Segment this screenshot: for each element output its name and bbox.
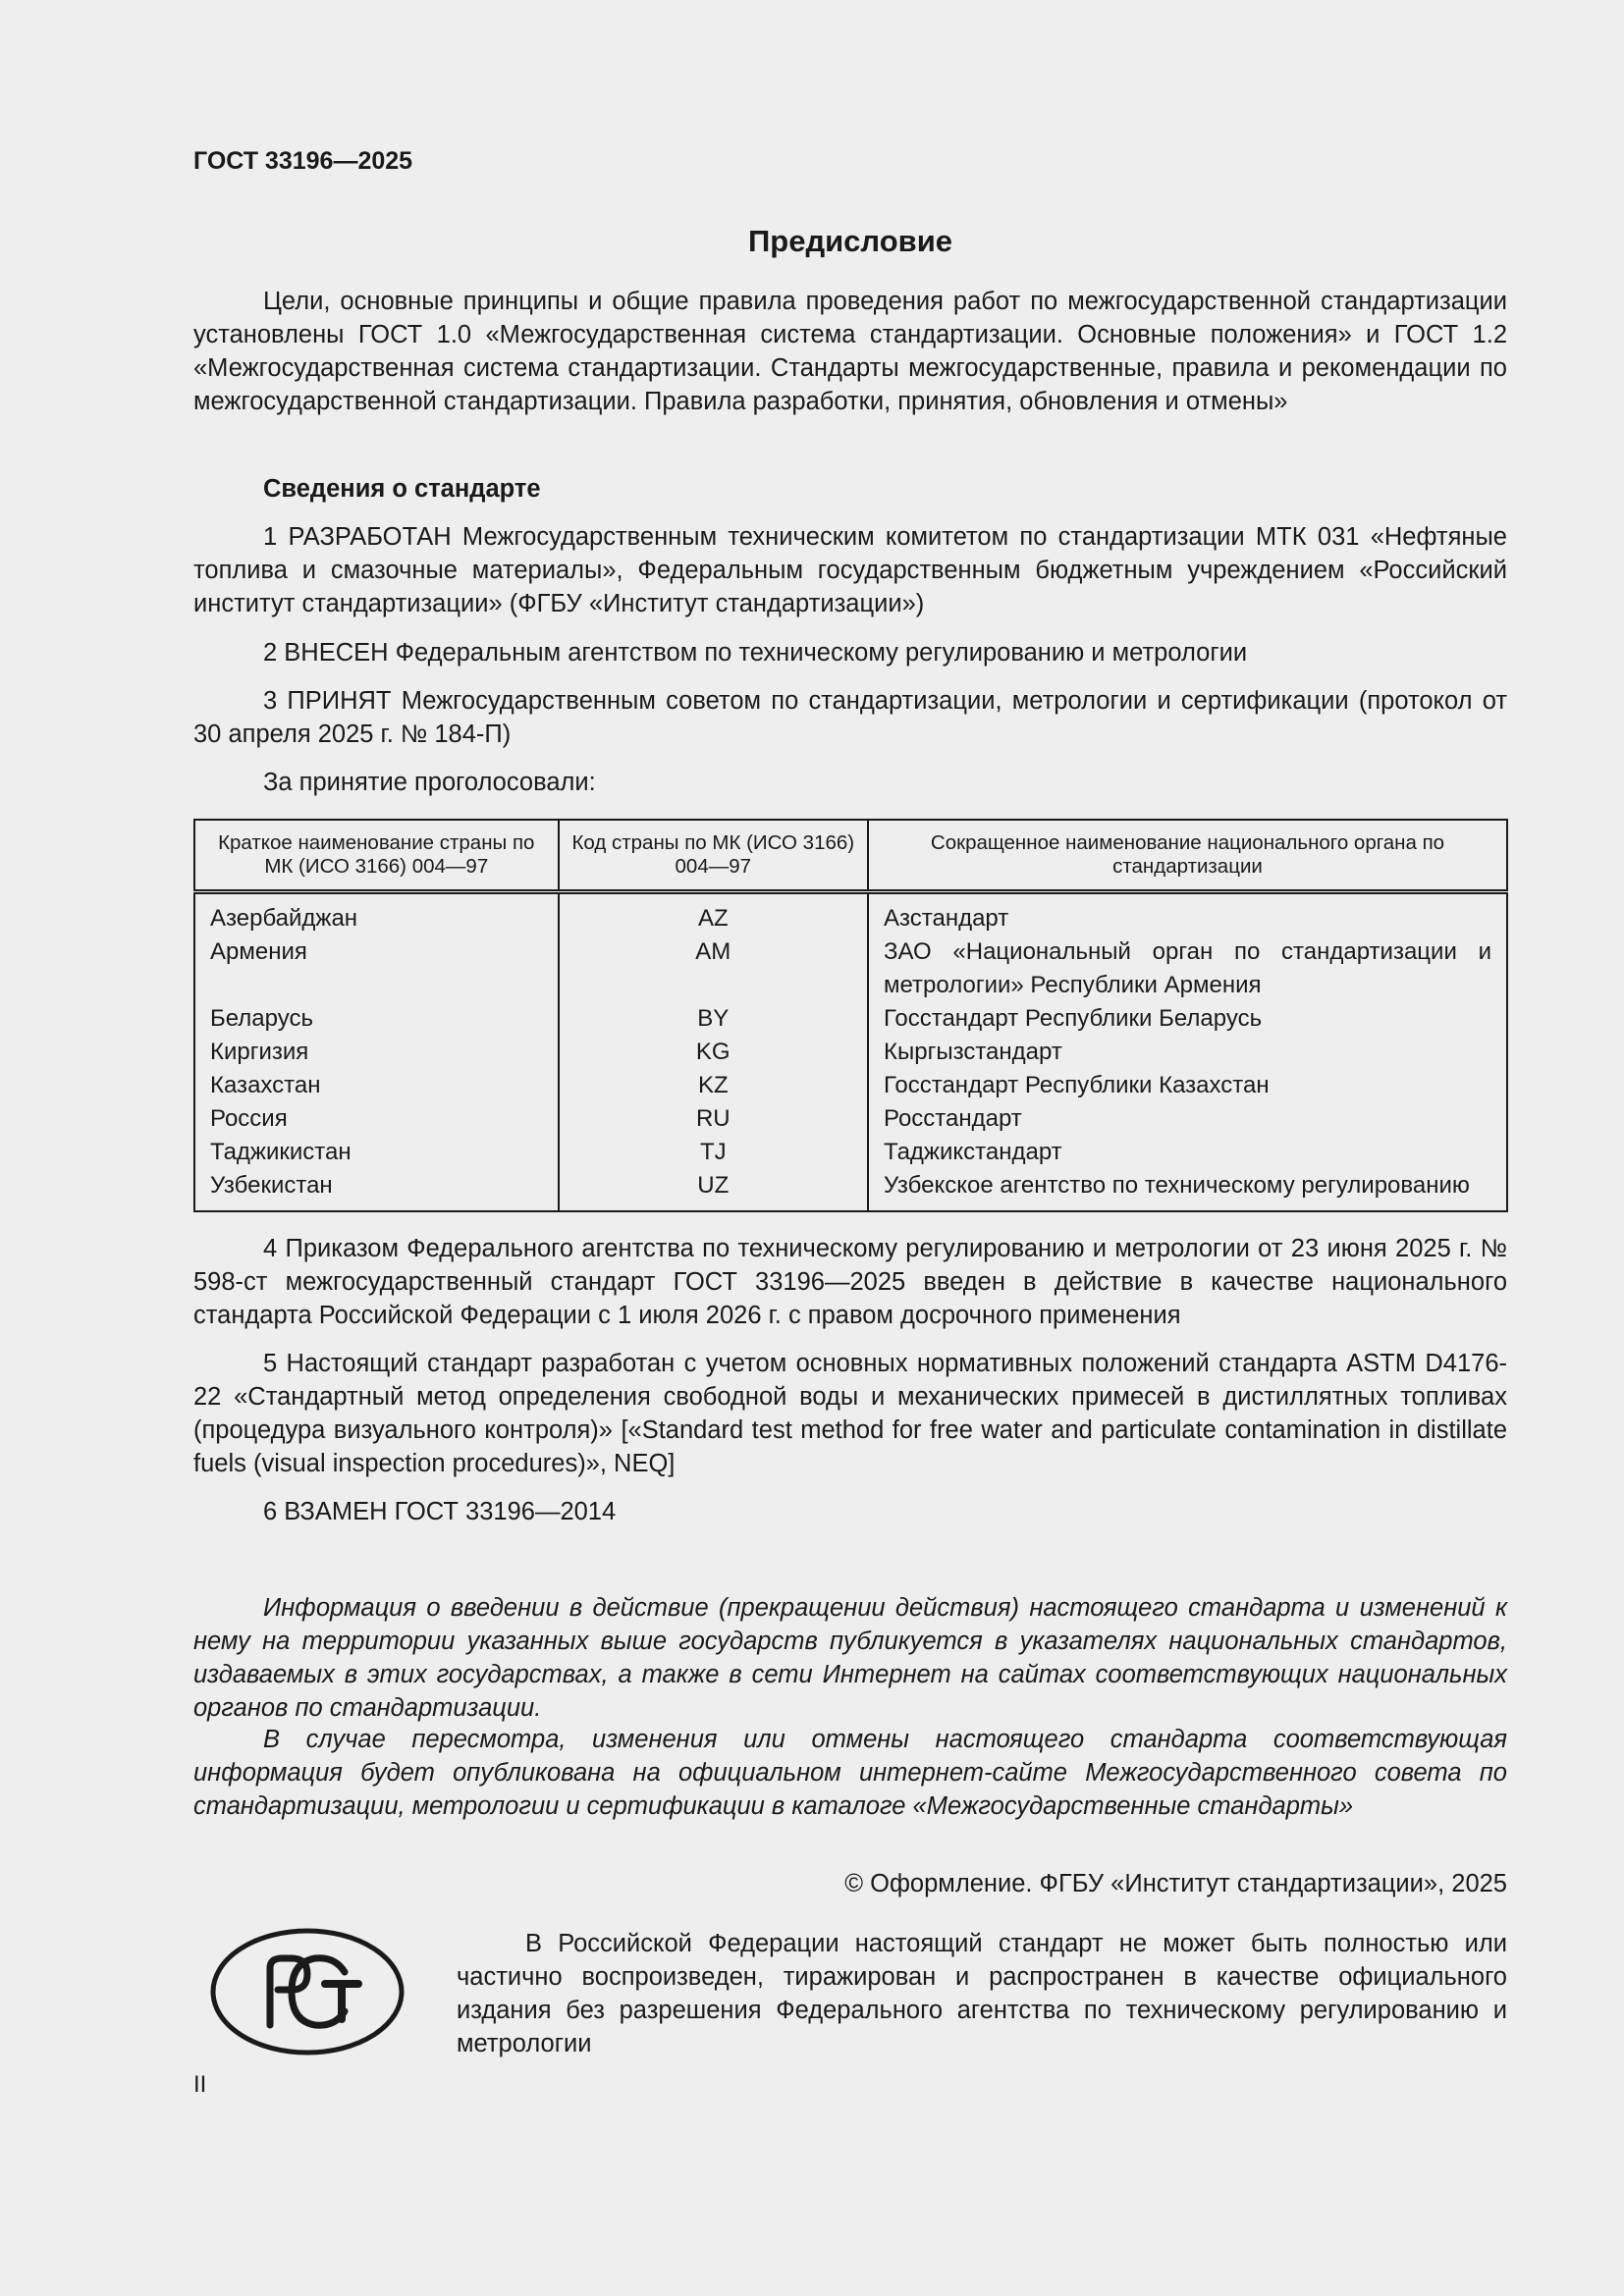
document-code: ГОСТ 33196—2025 xyxy=(193,147,413,175)
header-country-name: Краткое наименование страны по МК (ИСО 3166) 004—97 xyxy=(194,820,559,892)
country-code: AZ xyxy=(559,892,868,936)
country-code: KG xyxy=(559,1036,868,1069)
copyright-line: © Оформление. ФГБУ «Институт стандартизации», 2025 xyxy=(844,1870,1507,1897)
country-name: Азербайджан xyxy=(194,892,559,936)
national-body: Азстандарт xyxy=(868,892,1507,936)
item-5-basis: 5 Настоящий стандарт разработан с учетом основных нормативных положений стандарта ASTM D4176-22 «Стандартный метод определения свободной воды и механических примесей в дистиллятных топливах (процедура визуального контроля)» [«Standard test method for free water and particulate contamination in distillate fuels (visual inspection procedures)», NEQ] xyxy=(193,1350,1507,1477)
page-number: II xyxy=(193,2071,207,2098)
national-body: Узбекское агентство по техническому регулированию xyxy=(868,1169,1507,1211)
country-name: Таджикистан xyxy=(194,1136,559,1169)
reproduction-notice: В Российской Федерации настоящий стандарт не может быть полностью или частично воспроизведен, тиражирован и распространен в качестве официального издания без разрешения Федерального агентства по техническому регулированию и метрологии xyxy=(457,1930,1507,2057)
country-name: Узбекистан xyxy=(194,1169,559,1211)
national-body: ЗАО «Национальный орган по стандартизации и метрологии» Республики Армения xyxy=(868,935,1507,1002)
header-national-body: Сокращенное наименование национального органа по стандартизации xyxy=(868,820,1507,892)
table-row xyxy=(194,935,1507,1002)
table-row xyxy=(194,1136,1507,1169)
table-header-row xyxy=(194,820,1507,892)
header-country-code: Код страны по МК (ИСО 3166) 004—97 xyxy=(559,820,868,892)
table-row xyxy=(194,1036,1507,1069)
country-name: Казахстан xyxy=(194,1069,559,1102)
national-body: Госстандарт Республики Беларусь xyxy=(868,1002,1507,1036)
page-title: Предисловие xyxy=(747,224,952,258)
item-2-introduced: 2 ВНЕСЕН Федеральным агентством по техническому регулированию и метрологии xyxy=(263,639,1248,667)
country-code: AM xyxy=(559,935,868,1002)
votes-intro: За принятие проголосовали: xyxy=(263,769,596,796)
table-row xyxy=(194,1002,1507,1036)
table-row xyxy=(194,892,1507,936)
country-code: BY xyxy=(559,1002,868,1036)
country-name: Армения xyxy=(194,935,559,1002)
national-body: Госстандарт Республики Казахстан xyxy=(868,1069,1507,1102)
country-name: Беларусь xyxy=(194,1002,559,1036)
country-name: Россия xyxy=(194,1102,559,1136)
info-paragraph-revision: В случае пересмотра, изменения или отмены настоящего стандарта соответствующая информация будет опубликована на официальном интернет-сайте Межгосударственного совета по стандартизации, метрологии и сертификации в каталоге «Межгосударственные стандарты» xyxy=(193,1726,1507,1820)
country-code: RU xyxy=(559,1102,868,1136)
national-body: Таджикстандарт xyxy=(868,1136,1507,1169)
item-4-order: 4 Приказом Федерального агентства по техническому регулированию и метрологии от 23 июня 2025 г. № 598-ст межгосударственный стандарт ГОСТ 33196—2025 введен в действие в качестве национального стандарта Российской Федерации с 1 июля 2026 г. с правом досрочного применения xyxy=(193,1235,1507,1329)
country-code: TJ xyxy=(559,1136,868,1169)
national-body: Росстандарт xyxy=(868,1102,1507,1136)
item-1-developed: 1 РАЗРАБОТАН Межгосударственным техническим комитетом по стандартизации МТК 031 «Нефтяные топлива и смазочные материалы», Федеральным государственным бюджетным учреждением «Российский институт стандартизации» (ФГБУ «Институт стандартизации») xyxy=(193,523,1507,617)
intro-paragraph: Цели, основные принципы и общие правила проведения работ по межгосударственной стандартизации установлены ГОСТ 1.0 «Межгосударственная система стандартизации. Основные положения» и ГОСТ 1.2 «Межгосударственная система стандартизации. Стандарты межгосударственные, правила и рекомендации по межгосударственной стандартизации. Правила разработки, принятия, обновления и отмены» xyxy=(193,288,1507,415)
item-6-replaces: 6 ВЗАМЕН ГОСТ 33196—2014 xyxy=(263,1498,617,1525)
section-heading: Сведения о стандарте xyxy=(263,475,541,503)
country-code: UZ xyxy=(559,1169,868,1211)
country-name: Киргизия xyxy=(194,1036,559,1069)
national-body: Кыргызстандарт xyxy=(868,1036,1507,1069)
table-row xyxy=(194,1102,1507,1136)
item-3-adopted: 3 ПРИНЯТ Межгосударственным советом по стандартизации, метрологии и сертификации (протокол от 30 апреля 2025 г. № 184-П) xyxy=(193,687,1507,748)
gost-r-conformity-mark-icon xyxy=(209,1927,406,2056)
table-row xyxy=(194,1169,1507,1211)
info-paragraph-introduction: Информация о введении в действие (прекращении действия) настоящего стандарта и изменений к нему на территории указанных выше государств публикуется в указателях национальных стандартов, издаваемых в этих государствах, а также в сети Интернет на сайтах соответствующих национальных органов по стандартизации. xyxy=(193,1594,1507,1722)
table-row xyxy=(194,1069,1507,1102)
country-code: KZ xyxy=(559,1069,868,1102)
voting-countries-table xyxy=(193,819,1508,1212)
